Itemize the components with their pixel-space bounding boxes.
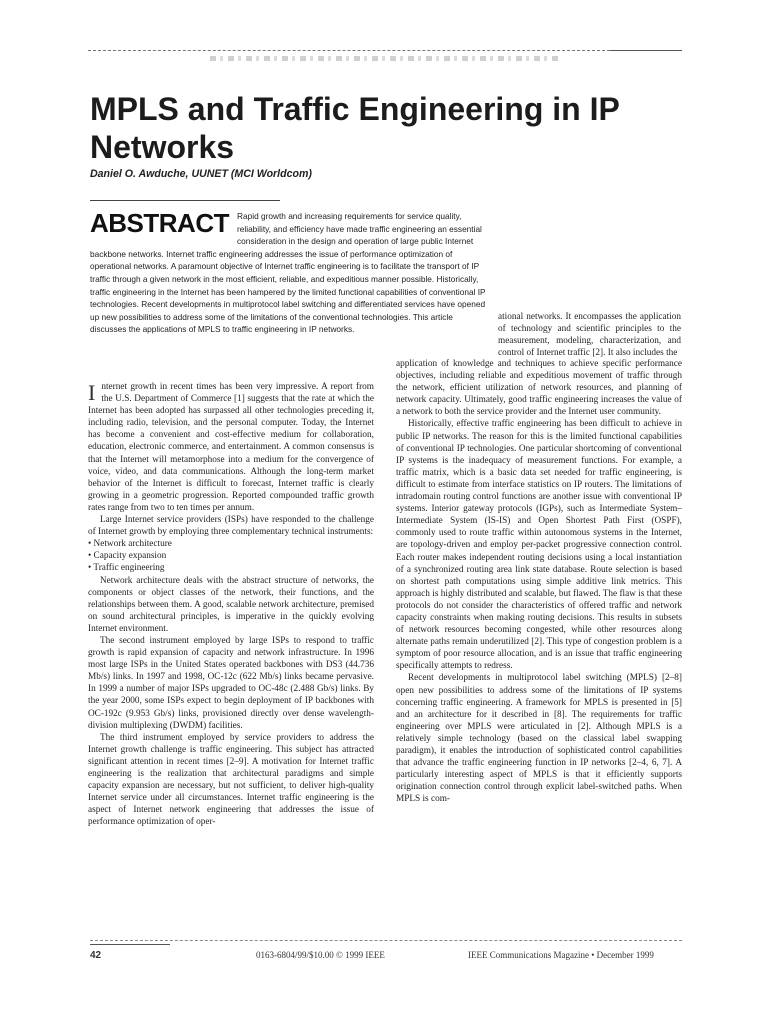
header-faint-text bbox=[210, 56, 560, 61]
bullet-item: • Network architecture bbox=[88, 539, 172, 550]
header-rule bbox=[88, 50, 610, 51]
drop-cap: I bbox=[88, 380, 96, 405]
right-p2: Historically, effective traffic engineering has been difficult to achieve in public IP networks. The reason for this is the limited functional capabilities of conventional IP technologies. One particular shortcoming of conventional IP systems is the inadequacy of measurement functions. For example, a traffic matrix, which is a basic data set needed for traffic engineering, is difficult to estimate from interface statistics on IP routers. The limitations of intradomain routing control functions are another issue with conventional IP systems. Interior gateway protocols (IGPs), such as Intermediate System–Intermediate System (IS-IS) and Open Shortest Path First (OSPF), commonly used to route traffic within autonomous systems in the Internet, are topology-driven and employ per-packet progressive connection control. Each router makes independent routing decisions using a local instantiation of a synchronized routing area link state database. Route selection is based on shortest path computations using simple additive link metrics. This approach is highly distributed and scalable, but flawed. The flaw is that these protocols do not consider the characteristics of offered traffic and network capacity constraints when making routing decisions. This results in subsets of network resources becoming congested, while other resources along alternate paths remain underutilized [2]. This type of congestion problem is a symptom of poor resource allocation, and is an issue that traffic engineering specifically attempts to redress. bbox=[396, 419, 682, 672]
left-p2: Large Internet service providers (ISPs) have responded to the challenge of Internet growth by employing three complementary technical instruments: bbox=[88, 515, 374, 538]
abstract-block bbox=[90, 210, 490, 336]
left-p5: The third instrument employed by service providers to address the Internet growth challenge is traffic engineering. This subject has attracted significant attention in recent times [2–9]. A motivation for Internet traffic engineering is the realization that architectural paradigms and simple capacity expansion are necessary, but not sufficient, to deliver high-quality Internet service under all circumstances. Internet traffic engineering is the aspect of Internet network engineering that addresses the issue of performance optimization of oper- bbox=[88, 732, 374, 828]
article-title: MPLS and Traffic Engineering in IP Networks bbox=[90, 91, 620, 165]
author-line: Daniel O. Awduche, UUNET (MCI Worldcom) bbox=[90, 168, 312, 180]
left-p1 bbox=[88, 381, 374, 514]
right-top-text: ational networks. It encompasses the application of technology and scientific principles to the measurement, modeling, characterization, and control of Internet traffic [2]. It also includes the bbox=[498, 312, 681, 359]
footer-rule-left bbox=[90, 944, 170, 945]
bullet-item: • Traffic engineering bbox=[88, 563, 165, 574]
header-rule-right bbox=[610, 50, 682, 51]
right-column bbox=[396, 358, 682, 805]
left-p1-text: nternet growth in recent times has been very impressive. A report from the U.S. Department of Commerce [1] suggests that the rate at which the Internet has been adopted has surpassed all other technologies preceding it, including radio, television, and the personal computer. Today, the Internet has become a convenient and cost-effective medium for collaboration, education, electronic commerce, and entertainment. A common consensus is that the Internet will metamorphose into a medium for the convergence of voice, video, and data communications. Although the long-term market behavior of the Internet is difficult to forecast, Internet traffic is clearly growing in a geometric progression. Reported compounded traffic growth rates range from two to ten times per annum. bbox=[88, 382, 374, 513]
right-p3: Recent developments in multiprotocol label switching (MPLS) [2–8] open new possibilities to address some of the limitations of IP systems concerning traffic engineering. A framework for MPLS is presented in [5] and an architecture for it described in [8]. The requirements for traffic engineering over MPLS were articulated in [2]. Although MPLS is a relatively simple technology (based on the classical label swapping paradigm), it enables the introduction of sophisticated control capabilities that advance the traffic engineering function in IP networks [2–4, 6, 7]. A particularly interesting aspect of MPLS is that it efficiently supports origination connection control through explicit label-switched paths. When MPLS is com- bbox=[396, 673, 682, 805]
abstract-text: Rapid growth and increasing requirements for service quality, reliability, and efficiency have made traffic engineering an essential consideration in the design and operation of large public Internet backbone networks. Internet traffic engineering addresses the issue of performance optimization of operational networks. A paramount objective of Internet traffic engineering is to facilitate the transport of IP traffic through a given network in the most efficient, reliable, and expeditious manner possible. Historically, traffic engineering in the Internet has been hampered by the limited functional capabilities of conventional IP technologies. Recent developments in multiprotocol label switching and differentiated services have opened up new possibilities to address some of the limitations of the conventional technologies. This article discusses the applications of MPLS to traffic engineering in IP networks. bbox=[90, 211, 486, 335]
page-number: 42 bbox=[90, 950, 102, 961]
left-p4: The second instrument employed by large ISPs to respond to traffic growth is rapid expansion of capacity and network infrastructure. In 1996 most large ISPs in the United States operated backbones with DS3 (44.736 Mb/s) links. In 1997 and 1998, OC-12c (622 Mb/s) links became pervasive. In 1999 a number of major ISPs upgraded to OC-48c (2.488 Gb/s) links. By the year 2000, some ISPs expect to begin deployment of IP backbones with OC-192c (9.953 Gb/s) links, provisioned directly over dense wavelength-division multiplexing (DWDM) facilities. bbox=[88, 635, 374, 731]
journal-line: IEEE Communications Magazine • December 1999 bbox=[468, 950, 654, 960]
left-p3: Network architecture deals with the abstract structure of networks, the components or object classes of the network, their functions, and the relationships between them. A good, scalable network architecture, premised on sound architectural principles, is imperative in the quickly evolving Internet environment. bbox=[88, 575, 374, 634]
right-top-column bbox=[498, 311, 681, 359]
copyright-line: 0163-6804/99/$10.00 © 1999 IEEE bbox=[256, 950, 385, 960]
right-p1: application of knowledge and techniques to achieve specific performance objectives, including reliable and expeditious movement of traffic through the network, efficient utilization of network resources, and planning of network capacity. Ultimately, good traffic engineering increases the value of a network to both the service provider and the Internet user community. bbox=[396, 359, 682, 418]
abstract-rule bbox=[90, 200, 280, 201]
footer-rule bbox=[90, 940, 682, 941]
abstract-heading: ABSTRACT bbox=[90, 208, 229, 238]
bullet-item: • Capacity expansion bbox=[88, 551, 167, 562]
left-column bbox=[88, 381, 374, 828]
